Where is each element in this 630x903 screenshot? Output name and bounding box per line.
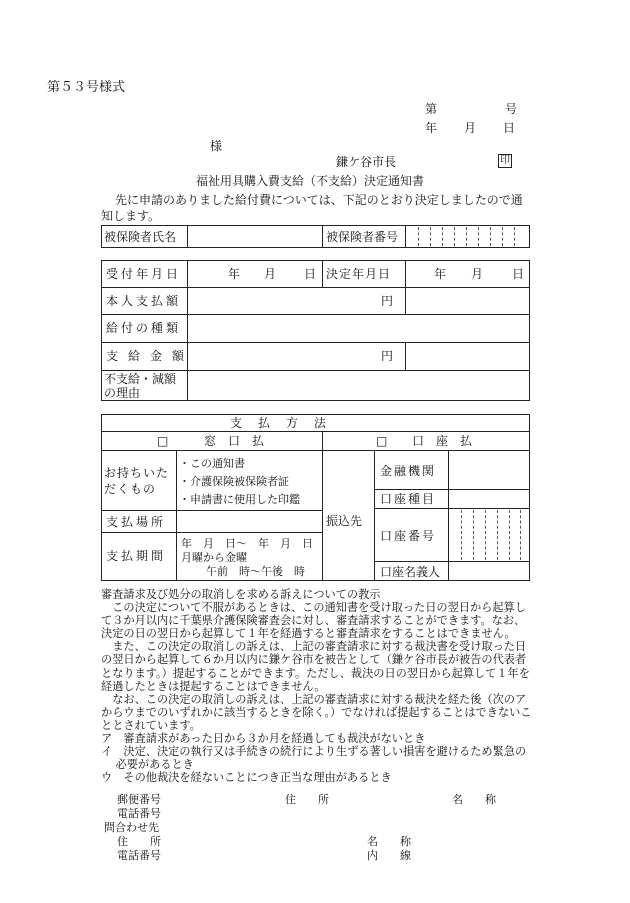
intro-line-2: 知します。 <box>101 209 161 223</box>
transfer-to-label: 振込先 <box>326 514 363 528</box>
window-payment-label: 窓 口 払 <box>204 434 265 448</box>
inquiry-name-label: 名 称 <box>367 835 411 848</box>
notes-paragraph-1: この決定について不服があるときは、この通知書を受け取った日の翌日から起算して３か月以内に千葉県介護保険審査会に対し、審査請求することができます。なお、決定の日の翌日から起算して１年を経過すると審査請求をすることはできません。 <box>101 601 526 641</box>
insured-name-field[interactable] <box>188 226 322 247</box>
inquiry-address-label: 住 所 <box>117 835 161 848</box>
number-prefix: 第 <box>425 102 438 116</box>
insured-name-label: 被保険者氏名 <box>104 230 177 244</box>
inquiry-label: 問合わせ先 <box>104 821 159 834</box>
inquiry-extension-label: 内 線 <box>367 849 411 862</box>
payment-period-label: 支払期間 <box>106 549 167 563</box>
bring-item-1: ・この通知書 <box>179 457 245 470</box>
decision-day: 日 <box>512 267 525 281</box>
benefit-type-label: 給付の種類 <box>106 321 182 335</box>
date-day: 日 <box>503 121 516 135</box>
inquiry-phone-label: 電話番号 <box>117 849 161 862</box>
footer-phone-label: 電話番号 <box>117 807 161 820</box>
payment-place-label: 支払場所 <box>106 515 167 529</box>
payment-amount-yen: 円 <box>381 349 394 363</box>
insured-number-label: 被保険者番号 <box>326 230 399 244</box>
form-number: 第５３号様式 <box>47 80 126 95</box>
notes-heading: 審査請求及び処分の取消しを求める訴えについての教示 <box>101 588 381 601</box>
decision-date-label: 決定年月日 <box>326 267 392 281</box>
received-date-label: 受付年月日 <box>106 267 182 281</box>
account-number-label: 口座番号 <box>380 529 437 543</box>
footer-address-label: 住 所 <box>285 793 329 806</box>
account-checkbox[interactable]: □ <box>376 434 388 448</box>
bring-items-label-2: だくもの <box>104 482 157 496</box>
account-type-label: 口座種目 <box>380 492 437 506</box>
bank-label: 金融機関 <box>380 464 437 478</box>
payment-period-days: 月曜から金曜 <box>181 551 247 564</box>
bring-items-label-1: お持ちいた <box>104 466 170 480</box>
account-holder-label: 口座名義人 <box>380 565 441 579</box>
self-payment-label: 本人支払額 <box>106 294 182 308</box>
notes-paragraph-2: また、この決定の取消しの訴えは、上記の審査請求に対する裁決書を受け取った日の翌日から起算して６か月以内に鎌ケ谷市を被告として（鎌ケ谷市長が被告の代表者となります。）提起することができます。ただし、裁決の日の翌日から起算して１年を経過したときは提起することはできません。 <box>101 640 530 693</box>
received-year: 年 <box>228 267 241 281</box>
window-checkbox[interactable]: □ <box>157 434 169 448</box>
self-payment-yen: 円 <box>381 294 394 308</box>
date-month: 月 <box>464 121 477 135</box>
payment-period-hours: 午前 時～午後 時 <box>206 565 305 578</box>
decision-year: 年 <box>434 267 447 281</box>
decision-month: 月 <box>471 267 484 281</box>
number-suffix: 号 <box>505 102 518 116</box>
bring-item-3: ・申請書に使用した印鑑 <box>179 493 300 506</box>
refusal-reason-label-1: 不支給・減額 <box>104 372 177 386</box>
received-day: 日 <box>304 267 317 281</box>
date-year: 年 <box>425 121 438 135</box>
payment-amount-label: 支給金額 <box>106 349 195 363</box>
document-title: 福祉用具購入費支給（不支給）決定通知書 <box>196 174 425 188</box>
appeal-notes <box>101 588 533 784</box>
refusal-reason-label-2: の理由 <box>104 386 141 400</box>
notes-paragraph-3: なお、この決定の取消しの訴えは、上記の審査請求に対する裁決を経た後（次のアからウまでのいずれかに該当するときを除く。）でなければ提起することはできないこととされています。 <box>101 692 532 732</box>
payment-method-header: 支 払 方 法 <box>230 416 329 430</box>
bring-item-2: ・介護保険被保険者証 <box>179 475 289 488</box>
received-month: 月 <box>264 267 277 281</box>
notes-item-a: ア 審査請求があった日から３か月を経過しても裁決がないとき <box>101 732 426 746</box>
seal-mark: 印 <box>500 155 510 166</box>
payment-period-dates: 年 月 日～ 年 月 日 <box>181 537 313 550</box>
account-payment-label: 口 座 払 <box>412 434 473 448</box>
footer-name-label: 名 称 <box>452 793 496 806</box>
issuer: 鎌ケ谷市長 <box>336 155 397 169</box>
insured-number-field[interactable] <box>406 226 529 247</box>
notes-item-u: ウ その他裁決を経ないことにつき正当な理由があるとき <box>101 771 392 785</box>
addressee-suffix: 様 <box>210 139 223 153</box>
intro-line-1: 先に申請のありました給付費については、下記のとおり決定しましたので通 <box>115 193 523 207</box>
footer-postal-label: 郵便番号 <box>117 793 161 806</box>
notes-item-i: イ 決定、決定の執行又は手続きの続行により生ずる著しい損害を避けるため緊急の必要があるとき <box>101 745 527 772</box>
